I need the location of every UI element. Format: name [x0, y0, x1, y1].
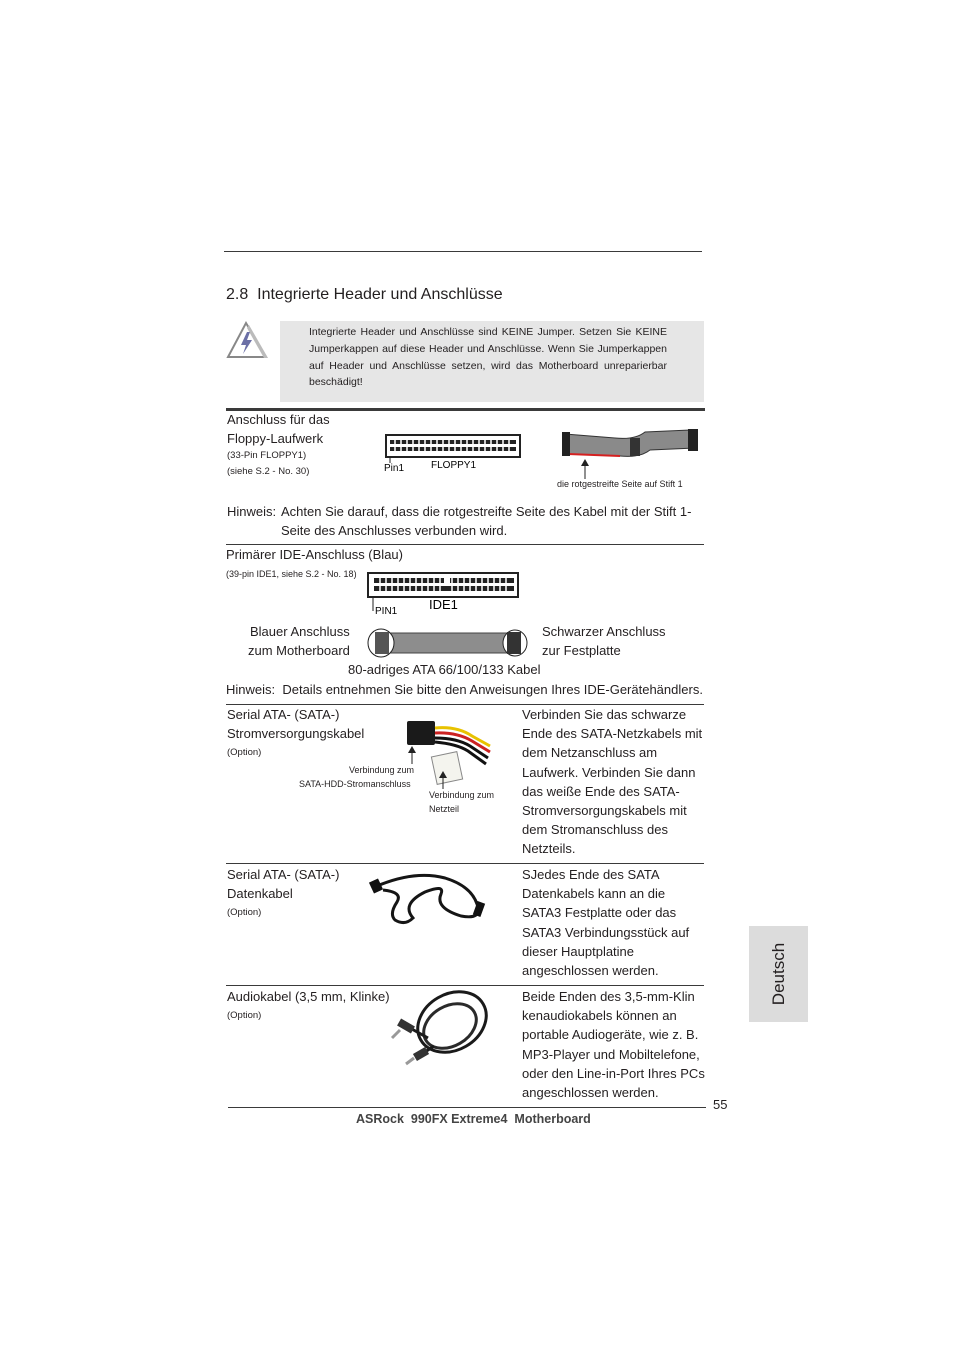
audio-cable-image [388, 988, 494, 1070]
floppy-note-1: (33-Pin FLOPPY1) [227, 450, 307, 461]
ide-header-label: IDE1 [429, 597, 458, 612]
floppy-hint-line-2: Seite des Anschlusses verbunden wird. [281, 523, 508, 538]
floppy-hint-line-1: Achten Sie darauf, dass die rotgestreifte Seite des Kabel mit der Stift 1- [281, 504, 692, 519]
desc-line: SJedes Ende des SATA [522, 867, 660, 882]
ide-black-1: Schwarzer Anschluss [542, 624, 666, 639]
floppy-title-1: Anschluss für das [227, 412, 330, 427]
desc-line: Netzteils. [522, 841, 576, 857]
sata-arrow-b-icon [438, 771, 448, 789]
sata-data-cable-image [365, 864, 493, 930]
desc-line: portable Audiogeräte, wie z. B. [522, 1027, 699, 1043]
ide-pin-label: PIN1 [375, 606, 398, 616]
floppy-header-labels [383, 459, 503, 475]
sata-power-title-1: Serial ATA- (SATA-) [227, 707, 340, 722]
floppy-header-label: FLOPPY1 [431, 460, 477, 471]
audio-option: (Option) [227, 1010, 262, 1021]
audio-title: Audiokabel (3,5 mm, Klinke) [227, 989, 390, 1004]
sata-label-b-1: Verbindung zum [429, 790, 495, 800]
ide-black-2: zur Festplatte [542, 643, 621, 658]
stripe-arrow-icon [580, 459, 590, 479]
ide-blue-1: Blauer Anschluss [250, 624, 350, 639]
floppy-title-2: Floppy-Laufwerk [227, 431, 324, 446]
desc-line: Stromversorgungskabels mit [522, 803, 687, 819]
warning-text: Integrierte Header und Anschlüsse sind KEINE Jumper. Setzen Sie KEINE Jumperkappen auf diese Header und Anschlüsse. Wenn Sie Jumperkappen auf Header und Anschlüsse setzen, wird das Motherboard unreparierbar beschädigt! [309, 326, 667, 389]
sata-data-title-1: Serial ATA- (SATA-) [227, 867, 340, 882]
sata-label-a-2: SATA-HDD-Stromanschluss [299, 779, 411, 789]
desc-line: dem Stromanschluss des [522, 822, 668, 838]
desc-line: SATA3 Verbindungsstück auf [522, 924, 690, 940]
floppy-stripe-caption: die rotgestreifte Seite auf Stift 1 [557, 479, 683, 489]
desc-line: Beide Enden des 3,5-mm-Klin [522, 989, 695, 1004]
page-number: 55 [713, 1097, 728, 1112]
ide-title: Primärer IDE-Anschluss (Blau) [226, 547, 403, 562]
desc-line: kenaudiokabels können an [522, 1008, 677, 1024]
ide-header-labels [375, 596, 475, 616]
sata-label-a-1: Verbindung zum [349, 765, 415, 775]
desc-line: oder den Line-in-Port Ihres PCs [522, 1065, 705, 1081]
ide-cable-image [367, 626, 529, 660]
language-label: Deutsch [768, 942, 788, 1006]
sata-data-title-2: Datenkabel [227, 886, 293, 901]
desc-line: MP3-Player und Mobiltelefone, [522, 1046, 700, 1062]
floppy-pin-label: Pin1 [384, 463, 405, 474]
desc-line: Verbinden Sie das schwarze [522, 707, 687, 722]
sata-arrow-a-icon [407, 746, 417, 764]
section-title: 2.8 Integrierte Header und Anschlüsse [226, 286, 503, 303]
sata-data-description [522, 865, 707, 980]
desc-line: Ende des SATA-Netzkabels mit [522, 726, 703, 742]
desc-line: Datenkabels kann an die [522, 886, 666, 902]
ide-cable-label: 80-adriges ATA 66/100/133 Kabel [348, 662, 541, 677]
warning-icon [226, 320, 270, 360]
desc-line: SATA3 Festplatte oder das [522, 905, 677, 921]
ide-note: (39-pin IDE1, siehe S.2 - No. 18) [226, 569, 357, 579]
language-side-tab [749, 926, 808, 1022]
audio-rule [226, 985, 704, 986]
sata-power-description [522, 705, 707, 859]
desc-line: dieser Hauptplatine [522, 943, 635, 959]
sata-label-b-2: Netzteil [429, 804, 460, 814]
sata-power-title-2: Stromversorgungskabel [227, 726, 365, 741]
footer-product: ASRock 990FX Extreme4 Motherboard [356, 1112, 591, 1126]
sata-data-option: (Option) [227, 907, 262, 918]
desc-line: angeschlossen werden. [522, 963, 659, 979]
audio-description [522, 987, 707, 1102]
desc-line: angeschlossen werden. [522, 1085, 659, 1101]
top-rule [224, 251, 702, 252]
ide-blue-2: zum Motherboard [248, 643, 350, 658]
desc-line: dem Netzanschluss am [522, 745, 658, 761]
footer-rule [228, 1107, 706, 1108]
sata-power-option: (Option) [227, 747, 262, 758]
desc-line: das weiße Ende des SATA- [522, 783, 680, 799]
floppy-note-2: (siehe S.2 - No. 30) [227, 466, 310, 477]
desc-line: Laufwerk. Verbinden Sie dann [522, 764, 696, 780]
floppy-hint-label: Hinweis: [227, 504, 277, 519]
ide-hint: Hinweis: Details entnehmen Sie bitte den Anweisungen Ihres IDE-Gerätehändlers. [226, 682, 703, 697]
